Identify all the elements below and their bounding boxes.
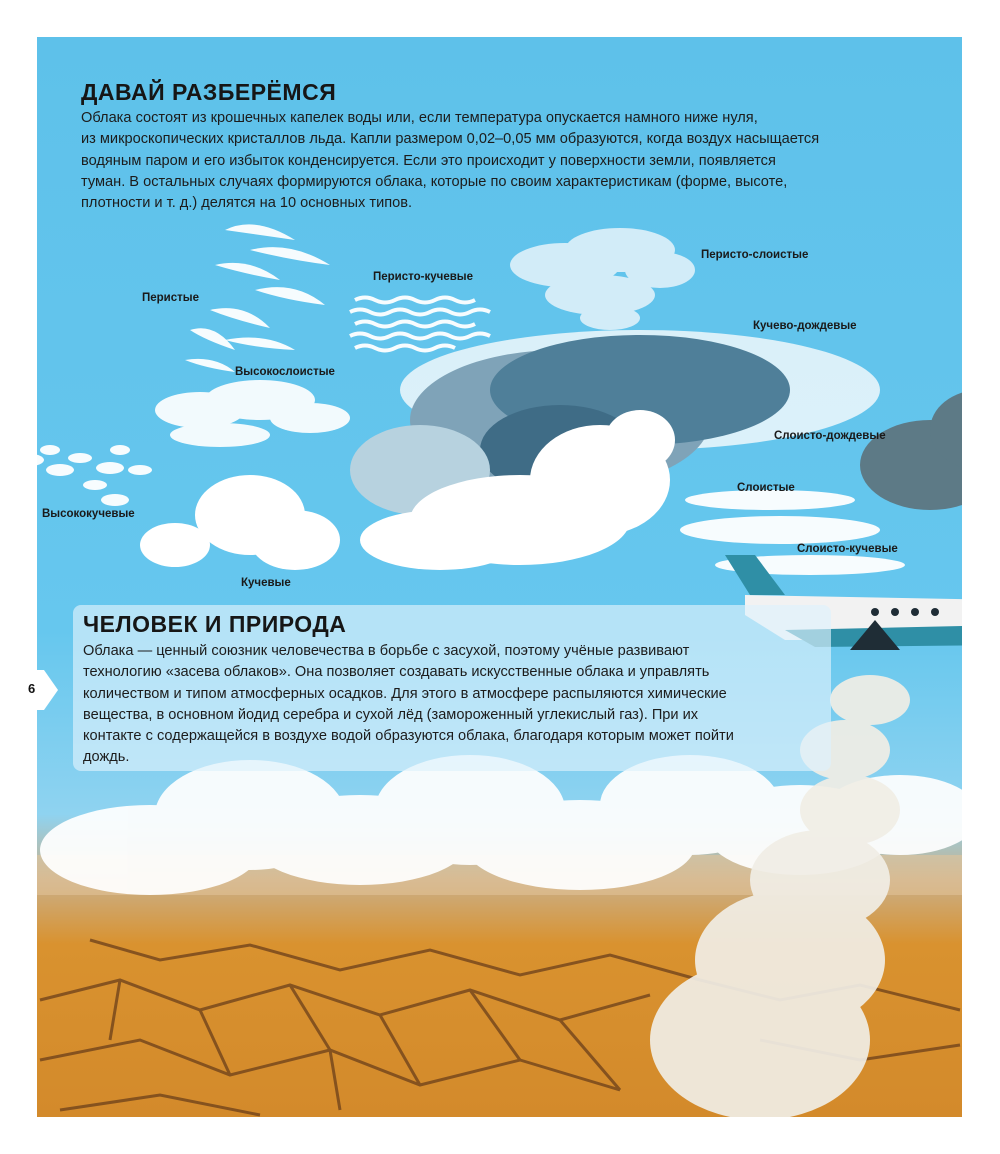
- label-cumulonimbus: Кучево-дождевые: [753, 320, 857, 332]
- paragraph-line: из микроскопических кристаллов льда. Капли размером 0,02–0,05 мм образуются, когда воздух насыщается: [81, 131, 820, 148]
- cirrostratus-cloud: [510, 228, 695, 330]
- altostratus-cloud: [155, 380, 350, 447]
- stratus-clouds: [680, 490, 905, 575]
- label-nimbostratus: Слоисто-дождевые: [774, 430, 886, 442]
- paragraph-line: туман. В остальных случаях формируются облака, которые по своим характеристикам (форме, высоте,: [81, 173, 788, 190]
- paragraph-line: вещества, в основном йодид серебра и сухой лёд (замороженный углекислый газ). При их: [83, 706, 699, 723]
- page-number-tab: [14, 670, 58, 710]
- label-cirrostratus: Перисто-слоистые: [701, 249, 809, 261]
- paragraph-line: количеством и типом атмосферных осадков. Для этого в атмосфере распыляются химические: [83, 685, 727, 702]
- label-altocumulus: Высококучевые: [42, 508, 135, 520]
- paragraph-line: Облака состоят из крошечных капелек воды или, если температура опускается намного ниже нуля,: [81, 110, 758, 126]
- cirrocumulus-clouds: [350, 298, 490, 351]
- page-number: 6: [28, 681, 36, 696]
- label-cirrocumulus: Перисто-кучевые: [373, 271, 473, 283]
- label-altostratus: Высокослоистые: [235, 366, 335, 378]
- section-title-human-and-nature: ЧЕЛОВЕК И ПРИРОДА: [83, 611, 347, 637]
- section-title-lets-figure-it-out: ДАВАЙ РАЗБЕРЁМСЯ: [81, 79, 337, 105]
- cirrus-clouds: [185, 224, 330, 372]
- paragraph-line: технологию «засева облаков». Она позволяет создавать искусственные облака и управлять: [83, 664, 710, 681]
- section-paragraph-cloud-seeding: [83, 641, 833, 769]
- paragraph-line: водяным паром и его избыток конденсируется. Если это происходит у поверхности земли, появляется: [81, 152, 776, 169]
- nimbostratus-cloud: [860, 390, 1000, 510]
- paragraph-line: контакте с содержащейся в воздухе водой образуются облака, благодаря которым может пойти: [83, 728, 734, 745]
- paragraph-line: Облака — ценный союзник человечества в борьбе с засухой, поэтому учёные развивают: [83, 643, 690, 659]
- paragraph-line: дождь.: [83, 749, 130, 766]
- label-stratus: Слоистые: [737, 482, 795, 494]
- label-cumulus: Кучевые: [241, 577, 291, 589]
- paragraph-line: плотности и т. д.) делятся на 10 основных типов.: [81, 195, 413, 212]
- section-paragraph-clouds: [81, 108, 921, 214]
- label-stratocumulus: Слоисто-кучевые: [797, 543, 898, 555]
- altocumulus-clouds: [16, 445, 152, 506]
- label-cirrus: Перистые: [142, 292, 200, 304]
